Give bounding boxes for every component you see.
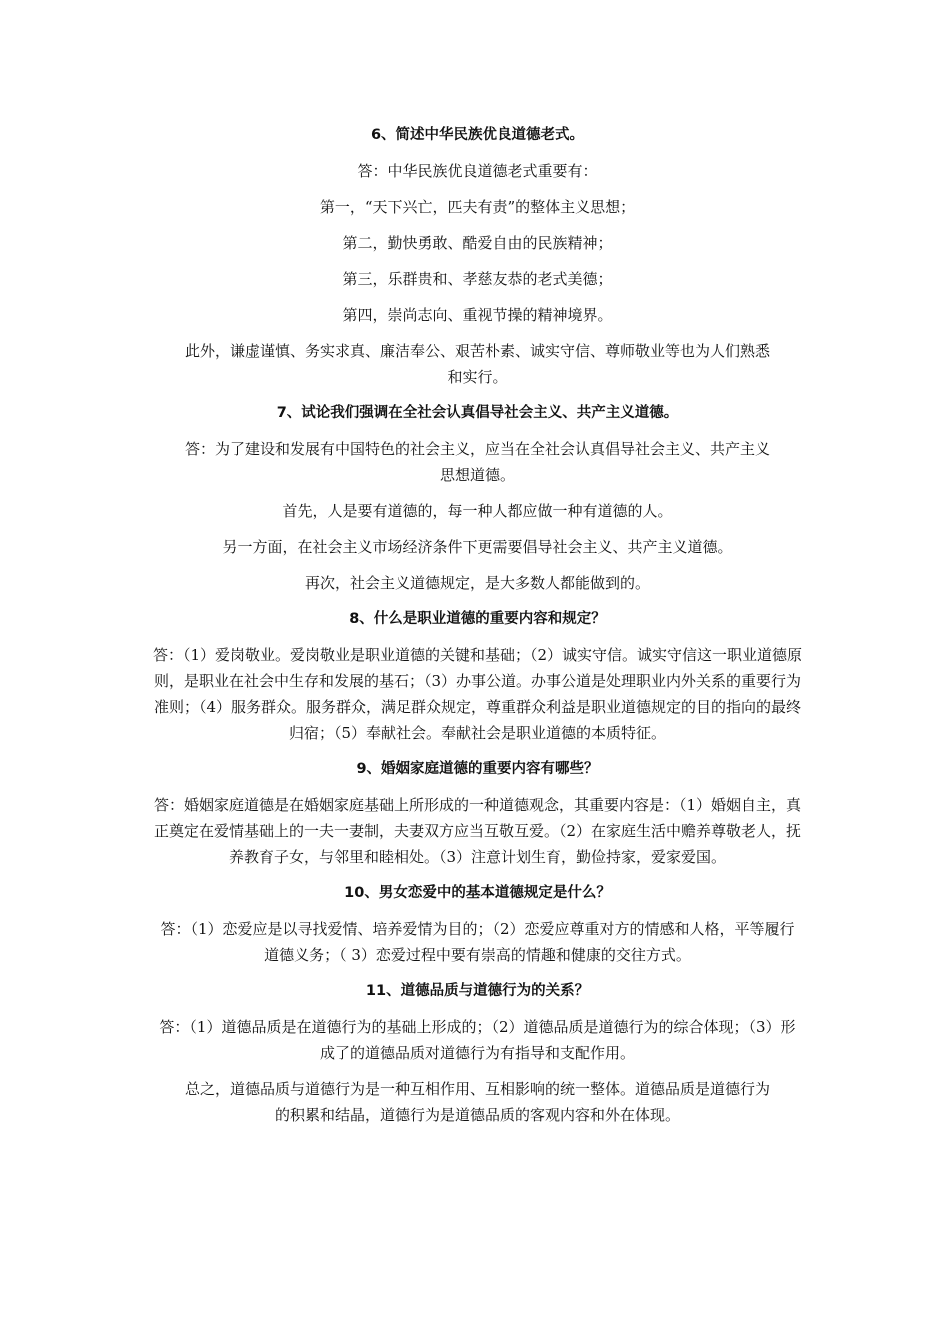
answer-6-point-1: 第一，“天下兴亡，匹夫有责”的整体主义思想； (319, 198, 636, 216)
question-8-heading: 8、什么是职业道德的重要内容和规定？ (349, 611, 606, 627)
answer-6-intro: 答：中华民族优良道德老式重要有： (357, 162, 598, 180)
answer-11-summary: 总之，道德品质与道德行为是一种互相作用、互相影响的统一整体。道德品质是道德行为的积累和结晶，道德行为是道德品质的客观内容和外在体现。 (184, 1080, 770, 1124)
answer-7-point-1: 首先，人是要有道德的，每一种人都应做一种有道德的人。 (282, 502, 673, 520)
answer-9-body: 答：婚姻家庭道德是在婚姻家庭基础上所形成的一种道德观念，其重要内容是：（1）婚姻自主，真正奠定在爱情基础上的一夫一妻制，夫妻双方应当互敬互爱。（2）在家庭生活中赡养尊敬老人，抚养教育子女，与邻里和睦相处。（3）注意计划生育，勤俭持家，爱家爱国。 (153, 796, 802, 866)
answer-6-summary: 此外，谦虚谨慎、务实求真、廉洁奉公、艰苦朴素、诚实守信、尊师敬业等也为人们熟悉和实行。 (184, 342, 770, 386)
answer-7-intro: 答：为了建设和发展有中国特色的社会主义，应当在全社会认真倡导社会主义、共产主义思想道德。 (184, 440, 770, 484)
question-7-heading: 7、试论我们强调在全社会认真倡导社会主义、共产主义道德。 (276, 405, 679, 421)
answer-7-point-3: 再次，社会主义道德规定，是大多数人都能做到的。 (304, 574, 650, 592)
answer-6-point-2: 第二，勤快勇敢、酷爱自由的民族精神； (342, 234, 613, 252)
answer-11-body: 答：（1）道德品质是在道德行为的基础上形成的；（2）道德品质是道德行为的综合体现；（3）形成了的道德品质对道德行为有指导和支配作用。 (159, 1018, 796, 1062)
answer-6-point-4: 第四，崇尚志向、重视节操的精神境界。 (342, 306, 613, 324)
document-page (150, 122, 805, 1138)
question-6-heading: 6、简述中华民族优良道德老式。 (370, 127, 585, 143)
answer-6-point-3: 第三，乐群贵和、孝慈友恭的老式美德； (342, 270, 613, 288)
answer-10-body: 答：（1）恋爱应是以寻找爱情、培养爱情为目的；（2）恋爱应尊重对方的情感和人格，平等履行道德义务；（ 3）恋爱过程中要有崇高的情趣和健康的交往方式。 (160, 920, 795, 964)
question-10-heading: 10、男女恋爱中的基本道德规定是什么？ (344, 885, 611, 901)
answer-7-point-2: 另一方面，在社会主义市场经济条件下更需要倡导社会主义、共产主义道德。 (222, 538, 733, 556)
question-11-heading: 11、道德品质与道德行为的关系？ (365, 983, 590, 999)
answer-8-body: 答：（1）爱岗敬业。爱岗敬业是职业道德的关键和基础；（2）诚实守信。诚实守信这一职业道德原则，是职业在社会中生存和发展的基石；（3）办事公道。办事公道是处理职业内外关系的重要行为准则；（4）服务群众。服务群众，满足群众规定，尊重群众利益是职业道德规定的目的指向的最终归宿；（5）奉献社会。奉献社会是职业道德的本质特征。 (152, 646, 803, 742)
question-9-heading: 9、婚姻家庭道德的重要内容有哪些？ (356, 761, 599, 777)
